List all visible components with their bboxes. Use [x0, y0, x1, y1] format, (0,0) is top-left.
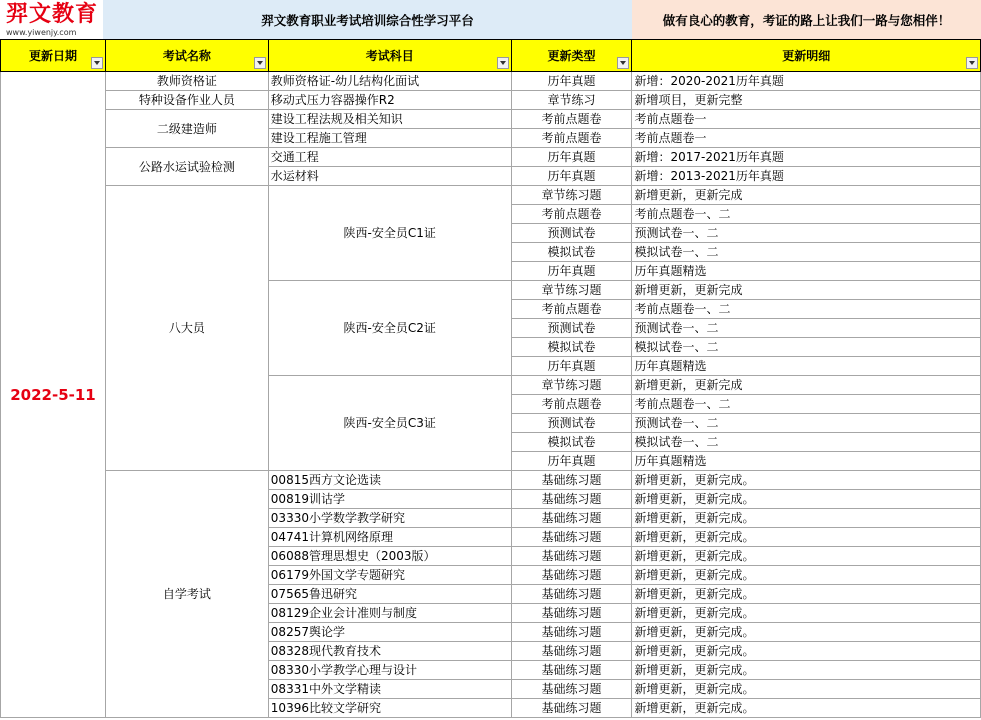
type-cell[interactable]: 历年真题: [511, 72, 632, 91]
detail-cell[interactable]: 预测试卷一、二: [632, 224, 981, 243]
subject-cell[interactable]: 00815西方文论选读: [268, 471, 511, 490]
type-cell[interactable]: 基础练习题: [511, 528, 632, 547]
subject-cell[interactable]: 陕西-安全员C3证: [268, 376, 511, 471]
detail-cell[interactable]: 考前点题卷一: [632, 129, 981, 148]
exam-cell[interactable]: 教师资格证: [105, 72, 268, 91]
update-table: [0, 39, 981, 718]
subject-cell[interactable]: 00819训诂学: [268, 490, 511, 509]
detail-cell[interactable]: 新增更新，更新完成。: [632, 566, 981, 585]
detail-cell[interactable]: 新增更新，更新完成: [632, 376, 981, 395]
table-row[interactable]: [1, 72, 981, 91]
exam-cell[interactable]: 自学考试: [105, 471, 268, 718]
header-row: [1, 40, 981, 72]
type-cell[interactable]: 模拟试卷: [511, 243, 632, 262]
exam-cell[interactable]: 八大员: [105, 186, 268, 471]
type-cell[interactable]: 考前点题卷: [511, 129, 632, 148]
type-cell[interactable]: 模拟试卷: [511, 338, 632, 357]
detail-cell[interactable]: 模拟试卷一、二: [632, 338, 981, 357]
detail-cell[interactable]: 新增更新，更新完成: [632, 281, 981, 300]
slogan: 做有良心的教育，考证的路上让我们一路与您相伴！: [632, 0, 981, 39]
type-cell[interactable]: 基础练习题: [511, 585, 632, 604]
detail-cell[interactable]: 新增更新，更新完成。: [632, 509, 981, 528]
subject-cell[interactable]: 06088管理思想史（2003版）: [268, 547, 511, 566]
detail-cell[interactable]: 考前点题卷一: [632, 110, 981, 129]
subject-cell[interactable]: 建设工程施工管理: [268, 129, 511, 148]
exam-cell[interactable]: 特种设备作业人员: [105, 91, 268, 110]
type-cell[interactable]: 历年真题: [511, 167, 632, 186]
detail-cell[interactable]: 新增更新，更新完成。: [632, 661, 981, 680]
table-row[interactable]: [1, 110, 981, 129]
subject-cell[interactable]: 04741计算机网络原理: [268, 528, 511, 547]
filter-active-icon[interactable]: [91, 57, 103, 69]
type-cell[interactable]: 基础练习题: [511, 566, 632, 585]
subject-cell[interactable]: 06179外国文学专题研究: [268, 566, 511, 585]
detail-cell[interactable]: 模拟试卷一、二: [632, 243, 981, 262]
subject-cell[interactable]: 08257舆论学: [268, 623, 511, 642]
exam-cell[interactable]: 公路水运试验检测: [105, 148, 268, 186]
subject-cell[interactable]: 水运材料: [268, 167, 511, 186]
type-cell[interactable]: 基础练习题: [511, 642, 632, 661]
type-cell[interactable]: 基础练习题: [511, 490, 632, 509]
detail-cell[interactable]: 历年真题精选: [632, 452, 981, 471]
type-cell[interactable]: 考前点题卷: [511, 300, 632, 319]
subject-cell[interactable]: 08129企业会计准则与制度: [268, 604, 511, 623]
logo-text: 羿文教育: [6, 2, 99, 27]
subject-cell[interactable]: 07565鲁迅研究: [268, 585, 511, 604]
subject-cell[interactable]: 建设工程法规及相关知识: [268, 110, 511, 129]
type-cell[interactable]: 章节练习题: [511, 186, 632, 205]
type-cell[interactable]: 基础练习题: [511, 661, 632, 680]
type-cell[interactable]: 预测试卷: [511, 319, 632, 338]
banner: [0, 0, 981, 39]
detail-cell[interactable]: 历年真题精选: [632, 357, 981, 376]
filter-dropdown-icon[interactable]: [497, 57, 509, 69]
subject-cell[interactable]: 交通工程: [268, 148, 511, 167]
filter-dropdown-icon[interactable]: [966, 57, 978, 69]
subject-cell[interactable]: 陕西-安全员C2证: [268, 281, 511, 376]
detail-cell[interactable]: 新增更新，更新完成。: [632, 699, 981, 718]
col-header-type: 更新类型: [511, 40, 632, 72]
type-cell[interactable]: 章节练习: [511, 91, 632, 110]
detail-cell[interactable]: 历年真题精选: [632, 262, 981, 281]
detail-cell[interactable]: 新增：2017-2021历年真题: [632, 148, 981, 167]
type-cell[interactable]: 章节练习题: [511, 281, 632, 300]
subject-cell[interactable]: 03330小学数学教学研究: [268, 509, 511, 528]
type-cell[interactable]: 基础练习题: [511, 680, 632, 699]
table-row[interactable]: [1, 186, 981, 205]
detail-cell[interactable]: 新增更新，更新完成。: [632, 585, 981, 604]
subject-cell[interactable]: 移动式压力容器操作R2: [268, 91, 511, 110]
detail-cell[interactable]: 新增更新，更新完成。: [632, 642, 981, 661]
detail-cell[interactable]: 模拟试卷一、二: [632, 433, 981, 452]
detail-cell[interactable]: 新增更新，更新完成。: [632, 623, 981, 642]
logo-url: www.yiwenjy.com: [6, 28, 77, 37]
detail-cell[interactable]: 预测试卷一、二: [632, 414, 981, 433]
detail-cell[interactable]: 新增更新，更新完成。: [632, 528, 981, 547]
detail-cell[interactable]: 预测试卷一、二: [632, 319, 981, 338]
type-cell[interactable]: 历年真题: [511, 357, 632, 376]
type-cell[interactable]: 考前点题卷: [511, 395, 632, 414]
type-cell[interactable]: 考前点题卷: [511, 205, 632, 224]
detail-cell[interactable]: 新增更新，更新完成。: [632, 471, 981, 490]
type-cell[interactable]: 章节练习题: [511, 376, 632, 395]
platform-title: 羿文教育职业考试培训综合性学习平台: [103, 0, 632, 39]
type-cell[interactable]: 模拟试卷: [511, 433, 632, 452]
detail-cell[interactable]: 新增更新，更新完成。: [632, 680, 981, 699]
date-cell[interactable]: 2022-5-11: [1, 72, 106, 718]
table-row[interactable]: [1, 91, 981, 110]
type-cell[interactable]: 基础练习题: [511, 604, 632, 623]
detail-cell[interactable]: 考前点题卷一、二: [632, 395, 981, 414]
detail-cell[interactable]: 新增更新，更新完成。: [632, 490, 981, 509]
type-cell[interactable]: 基础练习题: [511, 699, 632, 718]
type-cell[interactable]: 预测试卷: [511, 224, 632, 243]
table-row[interactable]: [1, 471, 981, 490]
exam-cell[interactable]: 二级建造师: [105, 110, 268, 148]
detail-cell[interactable]: 新增更新，更新完成: [632, 186, 981, 205]
type-cell[interactable]: 预测试卷: [511, 414, 632, 433]
col-header-subject: 考试科目: [268, 40, 511, 72]
detail-cell[interactable]: 考前点题卷一、二: [632, 300, 981, 319]
filter-dropdown-icon[interactable]: [617, 57, 629, 69]
detail-cell[interactable]: 新增：2020-2021历年真题: [632, 72, 981, 91]
type-cell[interactable]: 考前点题卷: [511, 110, 632, 129]
col-header-date: 更新日期: [1, 40, 106, 72]
type-cell[interactable]: 基础练习题: [511, 471, 632, 490]
type-cell[interactable]: 历年真题: [511, 452, 632, 471]
type-cell[interactable]: 基础练习题: [511, 509, 632, 528]
detail-cell[interactable]: 新增项目，更新完整: [632, 91, 981, 110]
table-row[interactable]: [1, 148, 981, 167]
brand-logo: [0, 0, 103, 39]
subject-cell[interactable]: 教师资格证-幼儿结构化面试: [268, 72, 511, 91]
subject-cell[interactable]: 10396比较文学研究: [268, 699, 511, 718]
detail-cell[interactable]: 新增更新，更新完成。: [632, 604, 981, 623]
type-cell[interactable]: 基础练习题: [511, 547, 632, 566]
type-cell[interactable]: 基础练习题: [511, 623, 632, 642]
subject-cell[interactable]: 08331中外文学精读: [268, 680, 511, 699]
detail-cell[interactable]: 考前点题卷一、二: [632, 205, 981, 224]
subject-cell[interactable]: 08330小学教学心理与设计: [268, 661, 511, 680]
col-header-detail: 更新明细: [632, 40, 981, 72]
detail-cell[interactable]: 新增：2013-2021历年真题: [632, 167, 981, 186]
col-header-exam: 考试名称: [105, 40, 268, 72]
filter-dropdown-icon[interactable]: [254, 57, 266, 69]
subject-cell[interactable]: 08328现代教育技术: [268, 642, 511, 661]
type-cell[interactable]: 历年真题: [511, 262, 632, 281]
type-cell[interactable]: 历年真题: [511, 148, 632, 167]
detail-cell[interactable]: 新增更新，更新完成。: [632, 547, 981, 566]
subject-cell[interactable]: 陕西-安全员C1证: [268, 186, 511, 281]
